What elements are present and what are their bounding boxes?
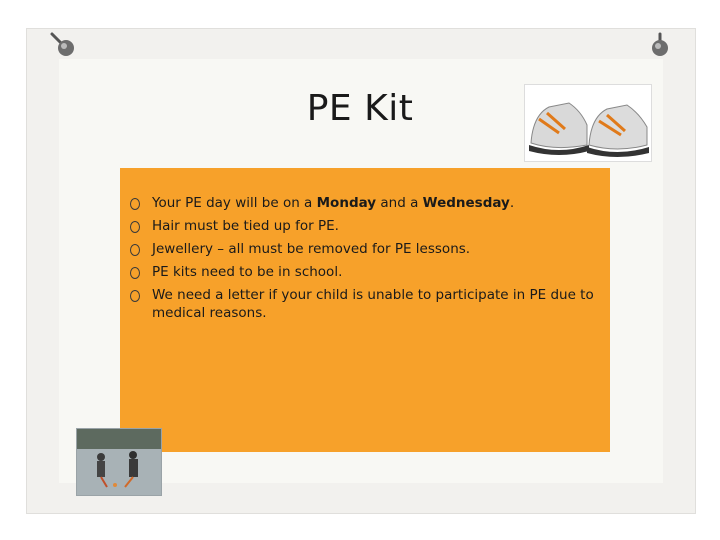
bullet-text: Hair must be tied up for PE. <box>152 218 339 234</box>
bullet-text: Your PE day will be on a <box>152 195 317 211</box>
bullet-text: . <box>509 195 515 211</box>
bullet-marker-icon <box>130 221 140 233</box>
bullet-item <box>130 286 600 322</box>
bullet-text: PE kits need to be in school. <box>152 264 343 280</box>
bullet-text: Jewellery – all must be removed for PE lessons. <box>152 241 471 257</box>
trainers-photo <box>524 84 652 162</box>
bullet-text: We need a letter if your child is unable to participate in PE due to medical reasons. <box>152 287 594 321</box>
pushpin-icon <box>48 30 78 60</box>
bullet-item <box>130 217 600 235</box>
bullet-bold-day: Wednesday <box>422 195 510 211</box>
bullet-text: and a <box>376 195 423 211</box>
bullet-marker-icon <box>130 267 140 279</box>
bullet-list <box>130 194 600 327</box>
bullet-marker-icon <box>130 290 140 302</box>
bullet-item <box>130 194 600 212</box>
bullet-bold-day: Monday <box>316 195 377 211</box>
bullet-marker-icon <box>130 198 140 210</box>
bullet-item <box>130 263 600 281</box>
pushpin-icon <box>646 30 676 60</box>
bullet-item <box>130 240 600 258</box>
slide-title: PE Kit <box>306 88 414 129</box>
bullet-marker-icon <box>130 244 140 256</box>
hockey-photo <box>76 428 162 496</box>
